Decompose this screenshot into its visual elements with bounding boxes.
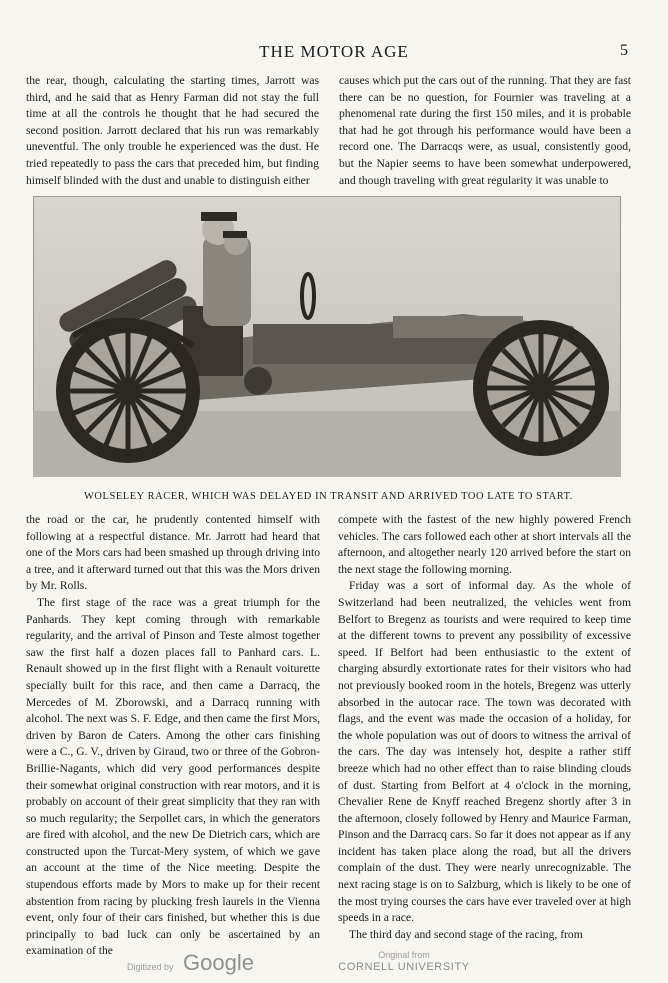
front-wheel: [473, 320, 609, 456]
rear-wheel: [56, 319, 200, 463]
column-bottom-right: [338, 512, 631, 943]
paragraph: the rear, though, calculating the starting times, Jarrott was third, and he said that as Henry Farman did not stay the full time at all the controls he thought that he had secured the second position. Jarrott declared that his run was remarkably uneventful. The only trouble he experienced was the dust. He tried repeatedly to pass the cars that preceded him, but finding himself blinded with the dust and unable to distinguish either: [26, 74, 319, 187]
column-bottom-left: [26, 512, 320, 960]
digitized-by-label: Digitized by: [127, 962, 174, 972]
paragraph: compete with the fastest of the new highly powered French vehicles. The cars followed each other at short intervals all the afternoon, and altogether nearly 120 arrived before the start on the next stage the following morning.: [338, 513, 631, 576]
column-top-right: [339, 73, 631, 189]
paragraph: Friday was a sort of informal day. As the whole of Switzerland had been neutralized, the vehicles went from Belfort to Bregenz as tourists and were required to keep time at the different towns to prevent any possibility of excessive speed. If Belfort had been enthusiastic to the extent of charging absurdly extortionate rates for their visitors who had not previously booked room in the hotels, Bregenz was utterly absorbed in the autocar race. The town was decorated with flags, and the event was made the occasion of a holiday, for the whole population was out of doors to witness the arrival of the cars. The day was intensely hot, despite a rather stiff breeze which had no other effect than to raise blinding clouds of dust. Starting from Belfort at 4 o'clock in the morning, Chevalier Rene de Knyff reached Bregenz shortly after 3 in the afternoon, closely followed by Henry and Maurice Farman, Pinson and the Darracq cars. So far it does not appear as if any incident has taken place along the road, but all the drivers complain of the dust. They were nearly unrecognizable. The next racing stage is on to Salzburg, which is likely to be one of the most trying courses the cars have ever traveled over at high speeds in a race.: [338, 579, 631, 925]
original-from-label: Original from: [378, 950, 430, 960]
column-top-left: [26, 73, 319, 189]
institution-label: CORNELL UNIVERSITY: [338, 961, 470, 973]
digitization-footer: [0, 948, 668, 978]
running-title: THE MOTOR AGE: [259, 42, 409, 61]
page-header: [0, 42, 668, 62]
paragraph: The first stage of the race was a great triumph for the Panhards. They kept coming through with remarkable regularity, and the arrival of Pinson and Teste almost together saw the first half a dozen places fall to Panhard cars. L. Renault showed up in the first flight with a Renault voiturette specially built for this race, and then came a Darracq, the Mercedes of M. Zborowski, and a Darracq running with alcohol. The next was S. F. Edge, and then came the first Mors, driven by Baron de Caters. Among the other cars finishing were a C., G. V., driven by Giraud, two or three of the Gobron-Brillie-Nagants, which did very good performances despite their somewhat original construction with rear motors, and it is probably on account of their great simplicity that they ran with so much regularity; the Serpollet cars, in which the generators are fired with alcohol, and the new De Dietrich cars, which are constructed upon the Turcat-Mery system, of which we gave an account at the time of the Nice meeting. Despite the stupendous efforts made by Mors to make up for their recent abstention from racing by plucking fresh laurels in the Vienna event, only four of their cars finished, but whether this is due principally to bad luck can only be ascertained by an examination of the: [26, 595, 320, 958]
paragraph: The third day and second stage of the racing, from: [349, 927, 583, 941]
racer-car-illustration: [33, 196, 621, 477]
paragraph: causes which put the cars out of the running. That they are fast there can be no question, for Fournier was traveling at a phenomenal rate during the first 150 miles, and it is probable that had he got through his performance would have been a record one. The Darracqs were, as usual, consistently good, but the Napier seems to have been somewhat underpowered, and though traveling with great regularity it was unable to: [339, 74, 631, 187]
google-logo: Google: [183, 950, 254, 975]
paragraph: the road or the car, he prudently contented himself with following at a respectful distance. Mr. Jarrott had heard that one of the Mors cars had been smashed up through driving into a tree, and it afterward turned out that this was the Mors driven by Mr. Rolls.: [26, 513, 320, 593]
photo-caption: WOLSELEY RACER, WHICH WAS DELAYED IN TRANSIT AND ARRIVED TOO LATE TO START.: [84, 491, 573, 502]
page-number: 5: [620, 42, 628, 59]
wolseley-racer-photo: [33, 196, 621, 477]
